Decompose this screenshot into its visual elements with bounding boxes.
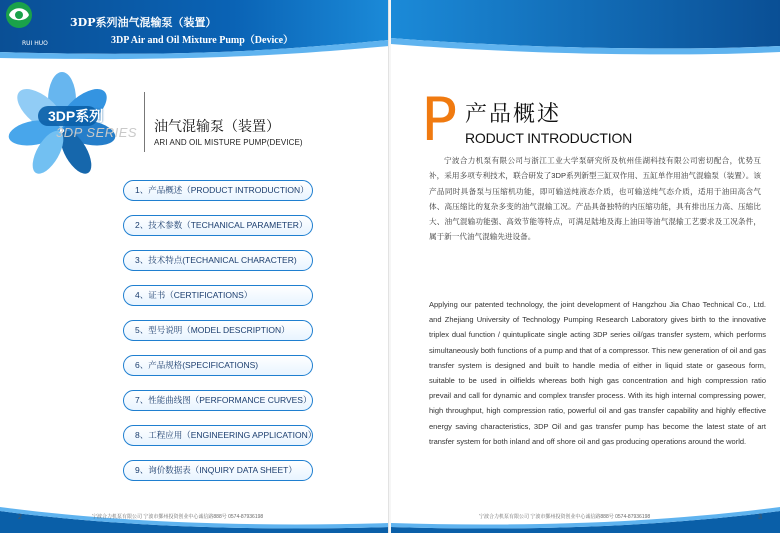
header-title-cn: 3DP系列油气混输泵（装置） xyxy=(70,16,217,29)
section-title-cn: 产品概述 xyxy=(465,102,562,127)
intro-paragraph-cn: 宁波合力机泵有限公司与浙江工业大学泵研究所及杭州佳湖科技有限公司密切配合，优势互补，采用多项专利技术，联合研发了3DP系列新型三缸双作用、五缸单作用油气混输泵（装置）。该产品同时具备泵与压缩机功能，即可输送纯液态介质，也可输送纯气态介质，适用于油田高含气体、高压缩比的复杂多变的油气混输工况。产品具备独特的内压缩功能，具有排出压力高、压缩比大、油气混输功能强、高效节能等特点，可满足陆地及海上油田等油气混输工艺要求及工况条件，属于新一代油气混输先进设备。 xyxy=(429,156,761,242)
left-page xyxy=(0,0,389,533)
header-title-en: 3DP Air and Oil Mixture Pump（Device） xyxy=(111,35,294,46)
menu-item-technical-parameter[interactable]: 2、技术参数（TECHANICAL PARAMETER） xyxy=(123,215,313,236)
series-label-en: 3DP SERIES xyxy=(56,125,138,140)
footer-right xyxy=(391,505,780,533)
header-swoosh xyxy=(0,0,389,60)
page-number: 2 xyxy=(18,514,22,521)
right-page xyxy=(391,0,780,533)
menu-item-engineering-application[interactable]: 8、工程应用（ENGINEERING APPLICATION） xyxy=(123,425,313,446)
product-title-cn: 油气混输泵（装置） xyxy=(154,119,280,135)
page-number: 3 xyxy=(758,514,762,521)
footer-address: 宁波合力机泵有限公司 宁波市鄞州投资创业中心诚信路888号 0574-87936198 xyxy=(92,514,264,520)
logo-text: RUI HUO xyxy=(22,40,48,47)
intro-paragraph-en: Applying our patented technology, the joint development of Hangzhou Jia Chao Technical Co., Ltd. and Zhejiang University of Technology Pumping Research Laboratory gives birth to the innovative triplex dual function / quintuplicate single acting 3DP series oil/gas transfer system, which performs simultaneously both functions of a pump and that of a compressor. This new generation of oil and gas transfer system is designed and built to handle media of either in liquid state or gaseous form, suitable to be used in oilfields whereas both high gas concentration and high compression ratio prevail and call for dynamic and complex transfer process. With its high internal compressing power, high throughput, high compression ratio, powerful oil and gas transfer capability and highly effective energy saving characteristics, 3DP Oil and gas transfer pump has become the latest state of art transfer system for both inland and off shore oil and gas producing operations around the world. xyxy=(429,300,766,446)
menu-item-inquiry-data-sheet[interactable]: 9、询价数据表（INQUIRY DATA SHEET） xyxy=(123,460,313,481)
company-logo xyxy=(0,0,38,38)
footer-left xyxy=(0,505,389,533)
menu-item-model-description[interactable]: 5、型号说明（MODEL DESCRIPTION） xyxy=(123,320,313,341)
menu-item-performance-curves[interactable]: 7、性能曲线图（PERFORMANCE CURVES） xyxy=(123,390,313,411)
footer-address: 宁波合力机泵有限公司 宁波市鄞州投资创业中心诚信路888号 0574-87936198 xyxy=(479,514,651,520)
menu-item-certifications[interactable]: 4、证书（CERTIFICATIONS） xyxy=(123,285,313,306)
menu-item-product-introduction[interactable]: 1、产品概述（PRODUCT INTRODUCTION） xyxy=(123,180,313,201)
section-title-en: RODUCT INTRODUCTION xyxy=(465,130,633,146)
contents-menu xyxy=(123,180,317,495)
product-title-en: ARI AND OIL MISTURE PUMP(DEVICE) xyxy=(154,138,303,147)
menu-item-specifications[interactable]: 6、产品规格(SPECIFICATIONS) xyxy=(123,355,313,376)
divider xyxy=(144,92,145,152)
menu-item-technical-character[interactable]: 3、技术特点(TECHANICAL CHARACTER) xyxy=(123,250,313,271)
header-swoosh-right xyxy=(391,0,780,60)
header-band xyxy=(0,0,389,60)
initial-letter: P xyxy=(421,85,458,155)
series-label-cn: 3DP系列 xyxy=(48,108,104,124)
